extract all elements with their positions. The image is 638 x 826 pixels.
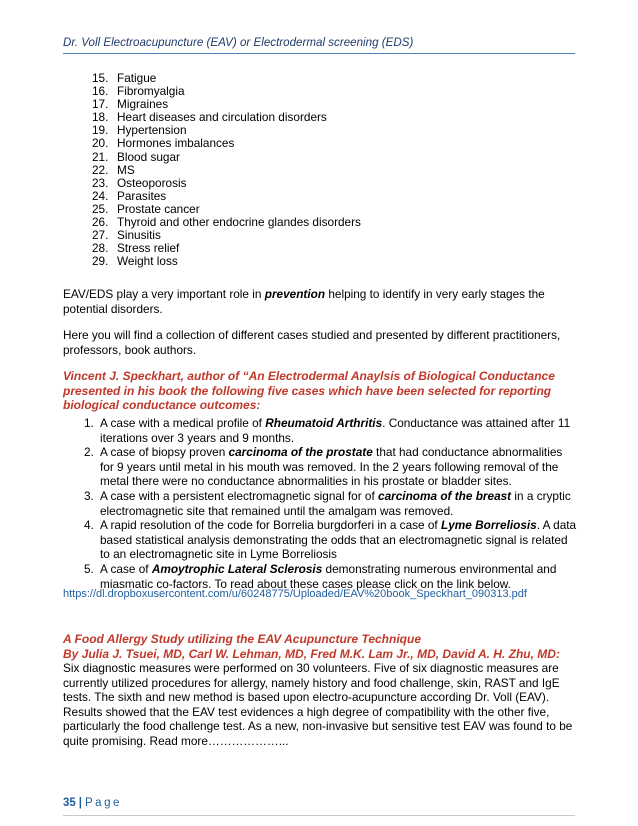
case-item [84,416,578,445]
study-authors: By Julia J. Tsuei, MD, Carl W. Lehman, MD, Fred M.K. Lam Jr., MD, David A. H. Zhu, MD: [63,646,560,661]
case-text-before: A case of biopsy proven [100,445,229,460]
disorder-text: Fatigue [117,71,157,85]
disorder-item [92,255,361,268]
disorders-list [92,72,361,268]
study-heading [63,632,583,661]
disorder-text: Sinusitis [117,228,161,243]
disorder-number: 15. [92,71,109,85]
disorder-text: Prostate cancer [117,201,200,216]
disorder-number: 23. [92,175,109,190]
disorder-number: 20. [92,136,109,151]
case-text-after: in a cryptic electromagnetic site that remained until the amalgam was removed. [100,488,571,518]
prevention-paragraph [63,287,578,316]
disorder-text: Parasites [117,188,167,203]
disorder-text: Hypertension [117,123,187,138]
disorder-number: 26. [92,215,109,230]
study-title: A Food Allergy Study utilizing the EAV Acupuncture Technique [63,632,422,646]
case-item [84,489,578,518]
case-number: 3. [84,488,94,503]
study-body: Six diagnostic measures were performed on 30 volunteers. Five of six diagnostic measures are currently utilized procedures for allergy, namely history and food challenge, skin, RAST and IgE tests. The sixth and new method is based upon electro-acupuncture according Dr. Voll (EAV). Results showed that the EAV test evidences a high degree of compatibility with the other five, particularly the food challenge test. As a new, non-invasive but sensitive test EAV was found to be quite promising. Read more………………... [63,661,573,748]
page-footer [63,797,122,809]
disorder-text: Blood sugar [117,149,180,164]
collection-paragraph: Here you will find a collection of different cases studied and presented by different practitioners, professors, book authors. [63,328,561,357]
speckhart-heading: Vincent J. Speckhart, author of “An Electrodermal Anaylsis of Biological Conductance presented in his book the following five cases which have been selected for reporting biological conductance outcomes: [63,369,555,412]
footer-separator: | [78,797,83,809]
footer-rule [63,815,575,816]
case-text-before: A case with a medical profile of [100,416,266,430]
disorder-text: Osteoporosis [117,175,187,190]
disorder-text: Fibromyalgia [117,84,185,99]
disorder-number: 21. [92,149,109,164]
disorder-text: Weight loss [117,254,178,269]
case-text-before: A case of [100,561,152,576]
disorder-number: 27. [92,228,109,243]
disorder-number: 22. [92,162,109,177]
disorder-text: Thyroid and other endocrine glandes disorders [117,215,361,230]
disorder-text: Heart diseases and circulation disorders [117,110,327,125]
case-text-after: . Conductance was attained after 11 iterations over 3 years and 9 months. [100,416,571,445]
disorder-number: 18. [92,110,109,125]
disorder-text: Hormones imbalances [117,136,235,151]
case-text-after: . A data based statistical analysis demonstrating the odds that an electromagnetic signal is related to an electromagnetic site in Lyme Borreliosis [100,518,577,562]
case-number: 5. [84,561,94,576]
cases-list [84,416,578,591]
case-item [84,445,578,489]
case-emphasis: Amoytrophic Lateral Sclerosis [151,561,323,576]
case-text-before: A case with a persistent electromagnetic signal for of [100,488,379,503]
case-text-after: that had conductance abnormalities for 9 years until metal in his mouth was removed. In the 2 years following removal of the metal there were no conductance abnormalities in his prostate or bladder sites. [100,445,563,489]
disorder-number: 24. [92,188,109,203]
case-item [84,518,578,562]
speckhart-pdf-link[interactable]: https://dl.dropboxusercontent.com/u/60248775/Uploaded/EAV%20book_Speckhart_090313.pdf [63,588,527,600]
disorder-number: 25. [92,201,109,216]
case-emphasis: carcinoma of the breast [378,488,512,503]
disorder-number: 28. [92,241,109,256]
disorder-text: Migraines [117,97,169,112]
disorder-number: 16. [92,84,109,99]
disorder-text: Stress relief [117,241,180,256]
case-emphasis: Lyme Borreliosis [441,518,537,533]
case-emphasis: Rheumatoid Arthritis [265,416,383,430]
case-number: 2. [84,445,94,460]
disorder-number: 19. [92,123,109,138]
page-label: Page [85,797,122,809]
case-text-after: demonstrating numerous environmental and miasmatic co-factors. To read about these cases please click on the link below. [100,561,557,591]
case-number: 1. [84,416,94,430]
header-title: Dr. Voll Electroacupuncture (EAV) or Electrodermal screening (EDS) [63,36,414,49]
header-rule [63,53,575,54]
case-item [84,562,578,591]
case-number: 4. [84,518,94,533]
disorder-number: 17. [92,97,109,112]
case-text-before: A rapid resolution of the code for Borrelia burgdorferi in a case of [100,518,441,533]
prevention-text-before: EAV/EDS play a very important role in [63,287,265,301]
case-emphasis: carcinoma of the prostate [228,445,373,460]
disorder-text: MS [117,162,135,177]
prevention-emphasis: prevention [264,287,326,301]
disorder-number: 29. [92,254,109,269]
prevention-text-after: helping to identify in very early stages the potential disorders. [63,287,545,316]
page-number: 35 [63,797,76,809]
